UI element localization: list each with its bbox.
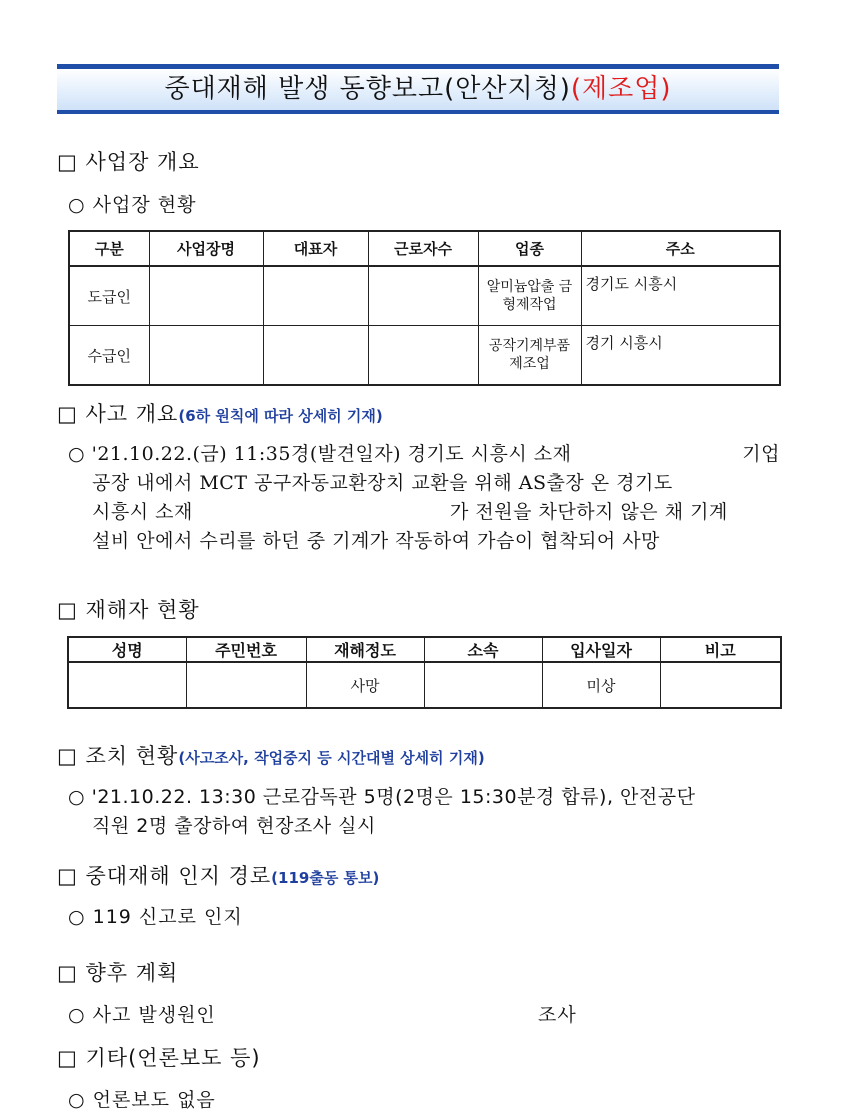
table-row	[68, 662, 781, 708]
heading-note: (119출동 통보)	[271, 869, 380, 887]
header-cell: 근로자수	[368, 231, 478, 266]
cell-industry: 알미늄압출 금형제작업	[478, 266, 581, 326]
cell-redacted	[186, 662, 306, 708]
header-cell: 입사일자	[542, 637, 660, 662]
section-heading-accident	[57, 398, 383, 428]
victim-table	[67, 636, 782, 709]
cell-degree: 사망	[306, 662, 424, 708]
heading-note: (사고조사, 작업중지 등 시간대별 상세히 기재)	[178, 749, 485, 767]
measures-line: 직원 2명 출장하여 현장조사 실시	[92, 815, 376, 837]
cell-remarks	[660, 662, 781, 708]
header-cell: 구분	[69, 231, 149, 266]
awareness-line: ○ 119 신고로 인지	[68, 906, 243, 928]
section-heading-overview: □ 사업장 개요	[57, 150, 200, 174]
header-cell: 성명	[68, 637, 186, 662]
measures-text	[68, 783, 786, 841]
heading-text: □ 중대재해 인지 경로	[57, 864, 272, 888]
cell-hire-date: 미상	[542, 662, 660, 708]
section-heading-plan: □ 향후 계획	[57, 961, 179, 985]
section-heading-victim: □ 재해자 현황	[57, 598, 200, 622]
summary-line-mid: 가 전원을 차단하지 않은 채 기계	[450, 501, 728, 523]
cell-redacted	[263, 266, 368, 326]
cell-industry: 공작기계부품 제조업	[478, 326, 581, 386]
cell-redacted	[263, 326, 368, 386]
other-line: ○ 언론보도 없음	[68, 1089, 216, 1111]
section-heading-measures	[57, 740, 485, 770]
summary-line-end: 기업	[742, 443, 780, 465]
document-title-tag: (제조업)	[570, 74, 672, 104]
heading-text: □ 조치 현황	[57, 744, 179, 768]
table-header-row	[68, 637, 781, 662]
header-cell: 사업장명	[149, 231, 263, 266]
cell-type: 수급인	[69, 326, 149, 386]
table-header-row	[69, 231, 780, 266]
header-cell: 재해정도	[306, 637, 424, 662]
accident-summary	[68, 440, 786, 556]
header-cell: 주민번호	[186, 637, 306, 662]
summary-line: 공장 내에서 MCT 공구자동교환장치 교환을 위해 AS출장 온 경기도	[92, 472, 673, 494]
summary-line: 설비 안에서 수리를 하던 중 기계가 작동하여 가슴이 협착되어 사망	[92, 530, 660, 552]
table-row	[69, 266, 780, 326]
plan-line-end: 조사	[538, 1004, 577, 1026]
cell-redacted	[68, 662, 186, 708]
summary-line: 시흥시 소재 가 전원을 차단하지 않은 채 기계	[68, 498, 786, 527]
table-row	[69, 326, 780, 386]
cell-type: 도급인	[69, 266, 149, 326]
cell-redacted	[368, 326, 478, 386]
header-cell: 주소	[581, 231, 780, 266]
cell-redacted	[149, 326, 263, 386]
cell-redacted	[368, 266, 478, 326]
header-cell: 대표자	[263, 231, 368, 266]
document-title: 중대재해 발생 동향보고(안산지청)	[164, 74, 571, 104]
measures-line: ○ '21.10.22. 13:30 근로감독관 5명(2명은 15:30분경 합류), 안전공단	[68, 786, 696, 808]
plan-line: ○ 사고 발생원인 조사	[68, 1000, 216, 1027]
summary-line: ○ '21.10.22.(금) 11:35경(발견일자) 경기도 시흥시 소재 기업	[68, 440, 786, 469]
heading-text: □ 사고 개요	[57, 402, 179, 426]
workplace-table	[68, 230, 781, 386]
title-banner	[57, 64, 779, 114]
cell-redacted	[424, 662, 542, 708]
cell-address: 경기도 시흥시	[581, 266, 780, 326]
cell-redacted	[149, 266, 263, 326]
subheading-site-status: ○ 사업장 현황	[68, 194, 197, 216]
section-heading-awareness	[57, 860, 379, 890]
header-cell: 업종	[478, 231, 581, 266]
header-cell: 소속	[424, 637, 542, 662]
header-cell: 비고	[660, 637, 781, 662]
section-heading-other: □ 기타(언론보도 등)	[57, 1046, 261, 1070]
cell-address: 경기 시흥시	[581, 326, 780, 386]
heading-note: (6하 원칙에 따라 상세히 기재)	[178, 407, 383, 425]
